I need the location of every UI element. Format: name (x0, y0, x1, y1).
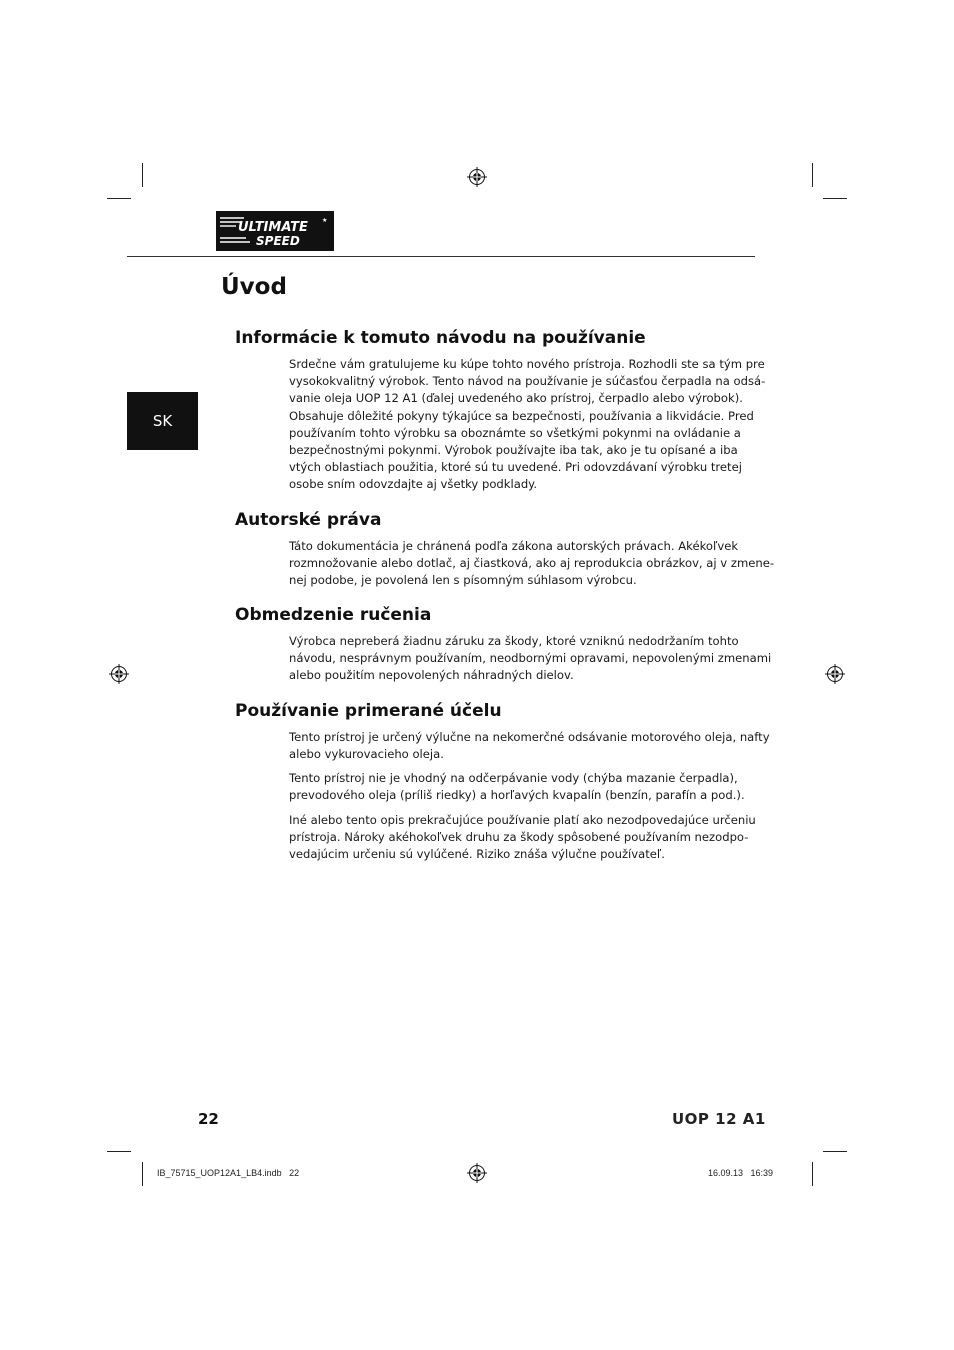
language-tab (127, 392, 198, 450)
crop-mark (107, 198, 131, 199)
registration-mark-icon (467, 1163, 487, 1183)
section-paragraph: Výrobca nepreberá žiadnu záruku za škody, ktoré vzniknú nedodržaním tohto návodu, nesprávnym používaním, neodbornými opravami, nepovolenými zmenami alebo použitím nepovolených náhradných dielov. (289, 634, 772, 683)
crop-mark (142, 1162, 143, 1186)
svg-text:★: ★ (322, 217, 328, 224)
crop-mark (812, 163, 813, 187)
section-heading: Autorské práva (235, 510, 382, 530)
crop-mark (823, 198, 847, 199)
registration-mark-icon (467, 167, 487, 187)
section-paragraph: Táto dokumentácia je chránená podľa zákona autorských právach. Akékoľvek rozmnožovanie alebo dotlač, aj čiastková, ako aj reprodukcia obrázkov, aj v zmene- nej podobe, je povolená len s písomným súhlasom výrobcu. (289, 539, 775, 588)
language-tab-label: SK (152, 412, 173, 430)
section-paragraph: Tento prístroj je určený výlučne na nekomerčné odsávanie motorového oleja, nafty alebo vykurovacieho oleja. (289, 730, 770, 762)
crop-mark (823, 1151, 847, 1152)
logo-text-speed: SPEED (256, 234, 300, 248)
crop-mark (107, 1151, 131, 1152)
logo-text-ultimate: ULTIMATE (238, 220, 308, 235)
section-paragraph: Tento prístroj nie je vhodný na odčerpávanie vody (chýba mazanie čerpadla), prevodového oleja (príliš riedky) a horľavých kvapalín (benzín, parafín a pod.). (289, 771, 745, 803)
page-title: Úvod (221, 274, 287, 300)
crop-mark (812, 1162, 813, 1186)
crop-mark (142, 163, 143, 187)
print-slug-file: IB_75715_UOP12A1_LB4.indb 22 (157, 1168, 300, 1178)
page-number: 22 (198, 1110, 219, 1128)
registration-mark-icon (825, 664, 845, 684)
header-rule (127, 256, 755, 257)
section-heading: Obmedzenie ručenia (235, 605, 432, 625)
model-number: UOP 12 A1 (672, 1110, 766, 1128)
section-paragraph: Srdečne vám gratulujeme ku kúpe tohto nového prístroja. Rozhodli ste sa tým pre vysokokvalitný výrobok. Tento návod na používanie je súčasťou čerpadla na odsá- vanie oleja UOP 12 A1 (ďalej uvedeného ako prístroj, čerpadlo alebo výrobok). Obsahuje dôležité pokyny týkajúce sa bezpečnosti, používania a likvidácie. Pred používaním tohto výrobku sa oboznámte so všetkými pokynmi na ovládanie a bezpečnostnými pokynmi. Výrobok používajte iba tak, ako je tu opísané a iba vtých oblastiach použitia, ktoré sú tu uvedené. Pri odovzdávaní výrobku tretej osobe sním odovzdajte aj všetky podklady. (289, 357, 766, 492)
section-paragraph: Iné alebo tento opis prekračujúce používanie platí ako nezodpovedajúce určeniu prístroja. Nároky akéhokoľvek druhu za škody spôsobené používaním nezodpo- vedajúcim určeniu sú vylúčené. Riziko znáša výlučne používateľ. (289, 813, 756, 862)
print-slug-timestamp: 16.09.13 16:39 (708, 1168, 774, 1178)
section-heading: Používanie primerané účelu (235, 701, 502, 721)
section-heading: Informácie k tomuto návodu na používanie (235, 328, 646, 348)
ultimate-speed-logo (216, 211, 334, 251)
registration-mark-icon (109, 664, 129, 684)
